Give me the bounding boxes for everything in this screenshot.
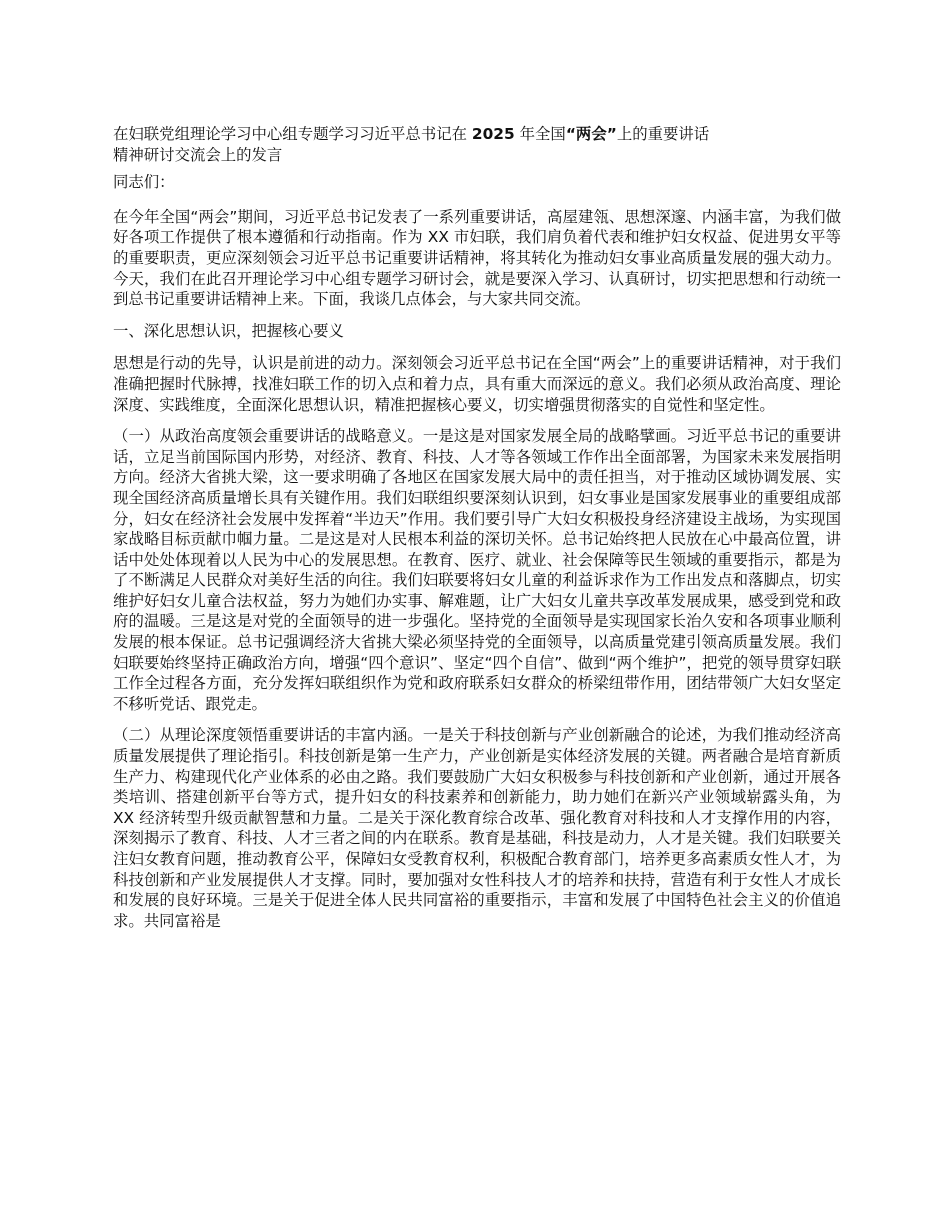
section-1-intro-paragraph: 思想是行动的先导，认识是前进的动力。深刻领会习近平总书记在全国“两会”上的重要讲话精神，对于我们准确把握时代脉搏，找准妇联工作的切入点和着力点，具有重大而深远的意义。我们必须从政治高度、理论深度、实践维度，全面深化思想认识，精准把握核心要义，切实增强贯彻落实的自觉性和坚定性。 <box>113 354 841 414</box>
document-title <box>113 124 841 165</box>
subsection-1-paragraph: （一）从政治高度领会重要讲话的战略意义。一是这是对国家发展全局的战略擘画。习近平总书记的重要讲话，立足当前国际国内形势，对经济、教育、科技、人才等各领域工作作出全面部署，为国家未来发展指明方向。经济大省挑大梁，这一要求明确了各地区在国家发展大局中的责任担当，对于推动区域协调发展、实现全国经济高质量增长具有关键作用。我们妇联组织要深刻认识到，妇女事业是国家发展事业的重要组成部分，妇女在经济社会发展中发挥着“半边天”作用。我们要引导广大妇女积极投身经济建设主战场，为实现国家战略目标贡献巾帼力量。二是这是对人民根本利益的深切关怀。总书记始终把人民放在心中最高位置，讲话中处处体现着以人民为中心的发展思想。在教育、医疗、就业、社会保障等民生领域的重要指示，都是为了不断满足人民群众对美好生活的向往。我们妇联要将妇女儿童的利益诉求作为工作出发点和落脚点，切实维护好妇女儿童合法权益，努力为她们办实事、解难题，让广大妇女儿童共享改革发展成果，感受到党和政府的温暖。三是这是对党的全面领导的进一步强化。坚持党的全面领导是实现国家长治久安和各项事业顺利发展的根本保证。总书记强调经济大省挑大梁必须坚持党的全面领导，以高质量党建引领高质量发展。我们妇联要始终坚持正确政治方向，增强“四个意识”、坚定“四个自信”、做到“两个维护”，把党的领导贯穿妇联工作全过程各方面，充分发挥妇联组织作为党和政府联系妇女群众的桥梁纽带作用，团结带领广大妇女坚定不移听党话、跟党走。 <box>113 427 841 713</box>
title-part-3: 上的重要讲话 精神研讨交流会上的发言 <box>113 125 710 164</box>
section-1-heading: 一、深化思想认识，把握核心要义 <box>113 321 344 340</box>
title-year: 2025 <box>471 125 515 143</box>
subsection-2-paragraph: （二）从理论深度领悟重要讲话的丰富内涵。一是关于科技创新与产业创新融合的论述，为我们推动经济高质量发展提供了理论指引。科技创新是第一生产力，产业创新是实体经济发展的关键。两者融合是培育新质生产力、构建现代化产业体系的必由之路。我们要鼓励广大妇女积极参与科技创新和产业创新，通过开展各类培训、搭建创新平台等方式，提升妇女的科技素养和创新能力，助力她们在新兴产业领域崭露头角，为 XX 经济转型升级贡献智慧和力量。二是关于深化教育综合改革、强化教育对科技和人才支撑作用的内容，深刻揭示了教育、科技、人才三者之间的内在联系。教育是基础，科技是动力，人才是关键。我们妇联要关注妇女教育问题，推动教育公平，保障妇女受教育权利，积极配合教育部门，培养更多高素质女性人才，为科技创新和产业发展提供人才支撑。同时，要加强对女性科技人才的培养和扶持，营造有利于女性人才成长和发展的良好环境。三是关于促进全体人民共同富裕的重要指示，丰富和发展了中国特色社会主义的价值追求。共同富裕是 <box>113 726 841 930</box>
document-page <box>113 124 841 942</box>
title-part-2: 年全国 <box>514 125 566 143</box>
title-lianghui: “两会” <box>565 125 617 143</box>
intro-paragraph: 在今年全国“两会”期间，习近平总书记发表了一系列重要讲话，高屋建瓴、思想深邃、内涵丰富，为我们做好各项工作提供了根本遵循和行动指南。作为 XX 市妇联，我们肩负着代表和维护妇女权益、促进男女平等的重要职责，更应深刻领会习近平总书记重要讲话精神，将其转化为推动妇女事业高质量发展的强大动力。今天，我们在此召开理论学习中心组专题学习研讨会，就是要深入学习、认真研讨，切实把思想和行动统一到总书记重要讲话精神上来。下面，我谈几点体会，与大家共同交流。 <box>113 207 841 309</box>
greeting: 同志们： <box>113 173 175 192</box>
title-part-1: 在妇联党组理论学习中心组专题学习习近平总书记在 <box>113 125 472 143</box>
